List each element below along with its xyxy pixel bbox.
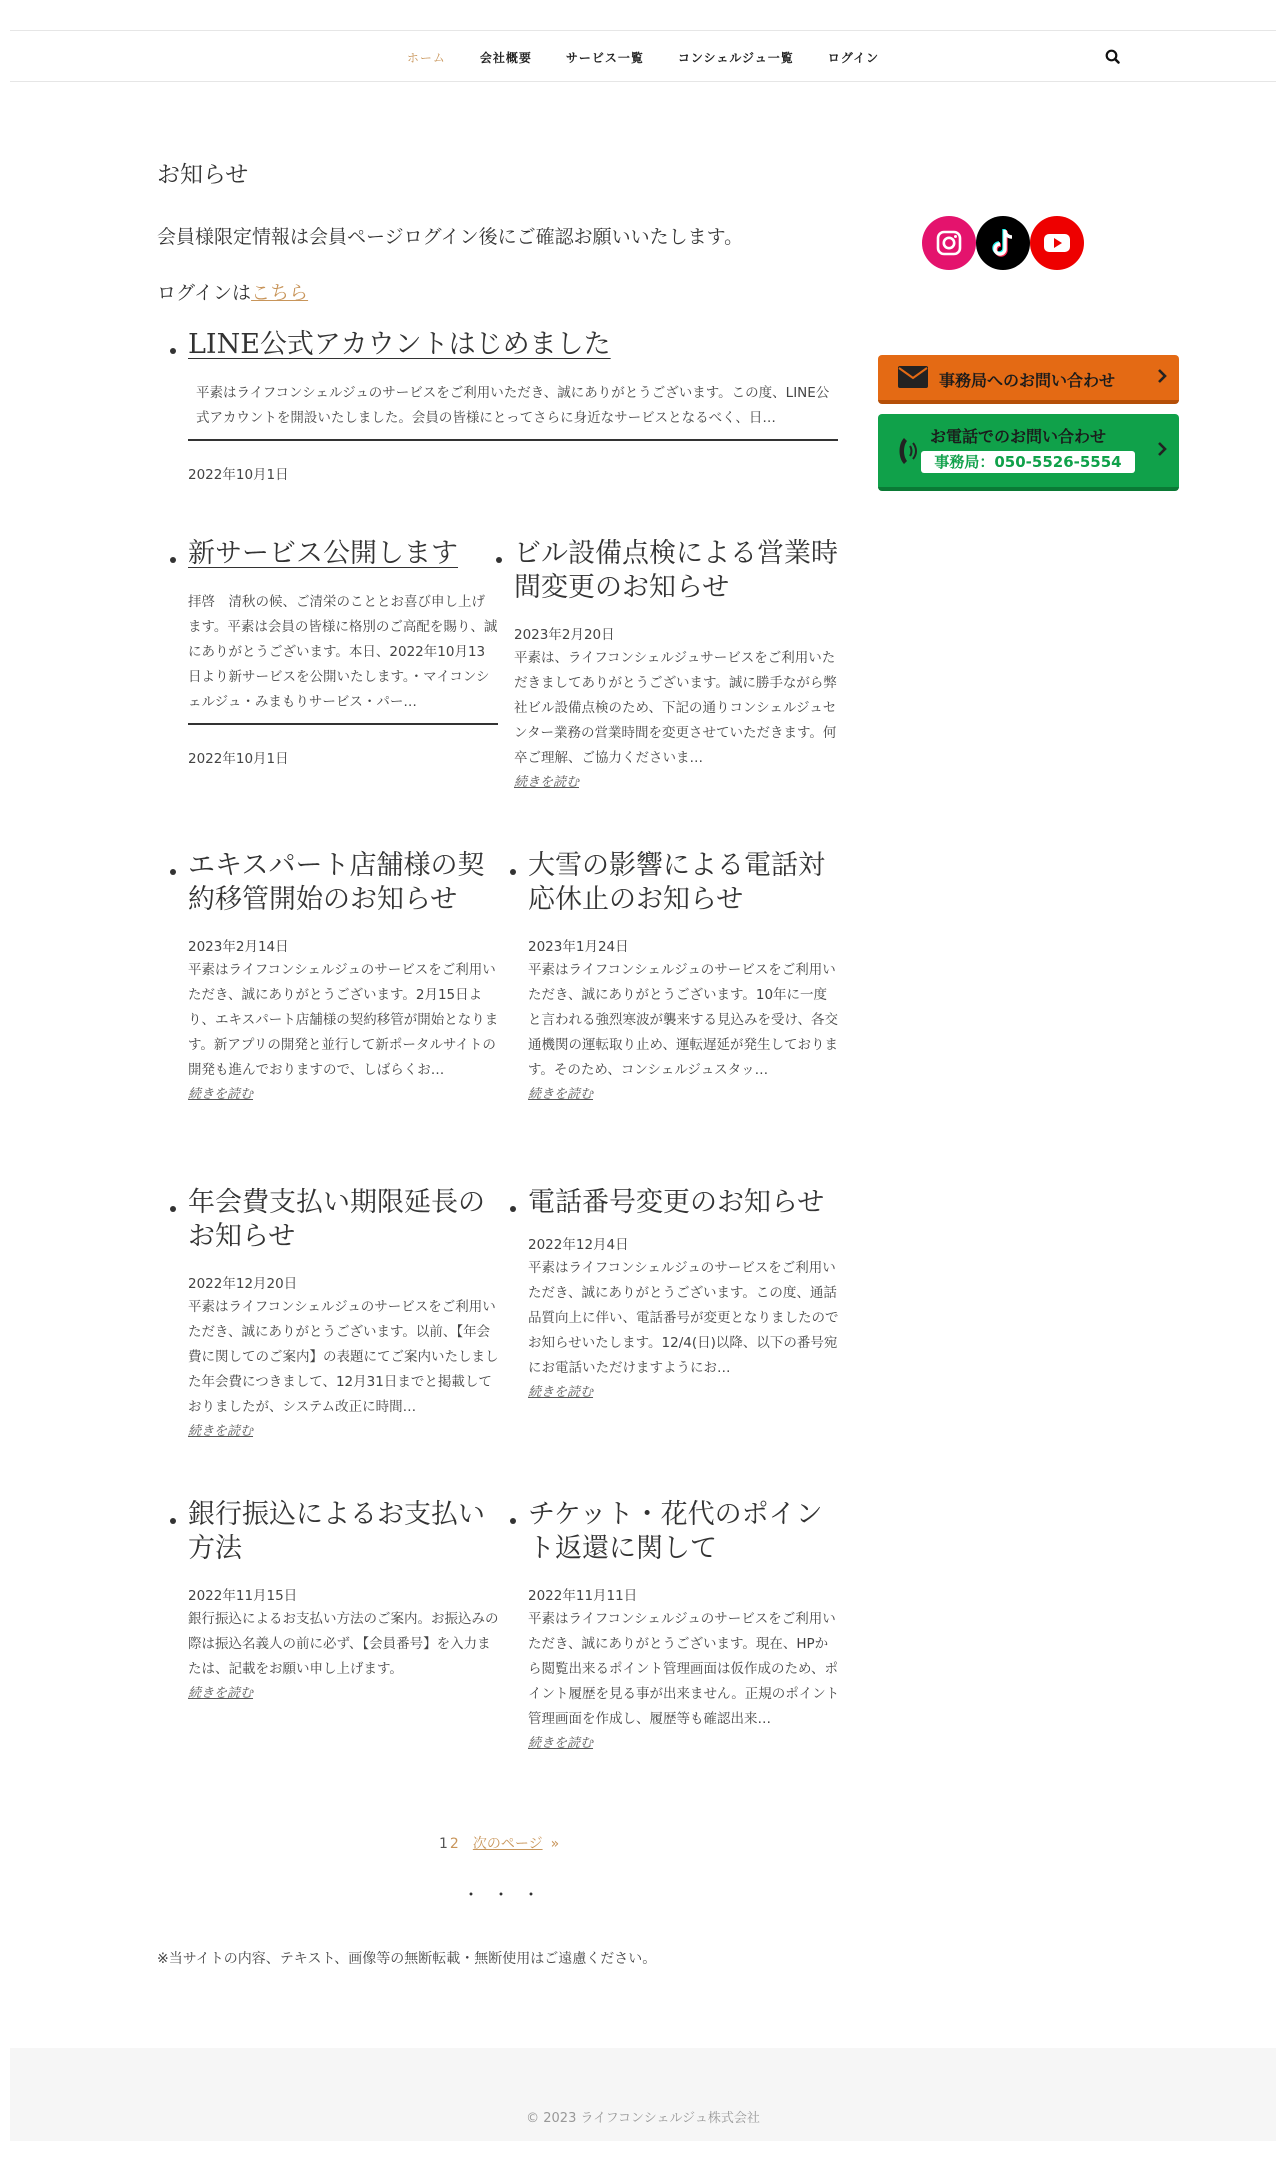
main-menu — [10, 31, 1276, 83]
post-date: 2022年12月20日 — [188, 1276, 298, 1292]
read-more-link[interactable]: 続きを読む — [528, 1736, 594, 1751]
list-bullet — [170, 557, 176, 563]
instagram-icon[interactable] — [922, 216, 976, 270]
post-item — [188, 328, 838, 483]
post-date: 2022年11月11日 — [528, 1588, 638, 1604]
post-excerpt: 平素はライフコンシェルジュのサービスをご利用いただき、誠にありがとうございます。以前、【年会費に関してのご案内】の表題にてご案内いたしました年会費につきまして、12月31日までと掲載しておりましたが、システム改正に時間… — [188, 1299, 499, 1415]
next-page-link[interactable]: 次のページ — [472, 1836, 543, 1852]
login-link[interactable]: こちら — [251, 282, 309, 304]
page-title: お知らせ — [157, 162, 249, 188]
list-bullet — [510, 869, 516, 875]
page-2-link[interactable]: 2 — [449, 1836, 459, 1852]
post-title[interactable]: エキスパート店舗様の契約移管開始のお知らせ — [188, 850, 485, 915]
post-item — [528, 1186, 840, 1400]
post-excerpt: 平素は、ライフコンシェルジュサービスをご利用いただきましてありがとうございます。誠に勝手ながら弊社ビル設備点検のため、下記の通りコンシェルジュセンター業務の営業時間を変更させていただきます。何卒ご理解、ご協力くださいま… — [514, 650, 837, 766]
read-more-link[interactable]: 続きを読む — [514, 775, 580, 790]
list-bullet — [496, 557, 502, 563]
post-date: 2022年12月4日 — [528, 1237, 629, 1253]
post-title[interactable]: LINE公式アカウントはじめました — [188, 329, 611, 360]
list-bullet — [170, 1206, 176, 1212]
post-title[interactable]: ビル設備点検による営業時間変更のお知らせ — [514, 538, 838, 603]
post-date: 2022年11月15日 — [188, 1588, 298, 1604]
post-item — [528, 1498, 840, 1751]
youtube-icon[interactable] — [1030, 216, 1084, 270]
post-excerpt: 平素はライフコンシェルジュのサービスをご利用いただき、誠にありがとうございます。2月15日より、エキスパート店舗様の契約移管が開始となります。新アプリの開発と並行して新ポータルサイトの開発も進んでおりますので、しばらくお… — [188, 962, 499, 1078]
separator-dots: ・・・ — [463, 1885, 554, 1904]
post-item — [188, 537, 498, 767]
phone-button-label: お電話でのお問い合わせ — [930, 427, 1107, 446]
copyright-notice: ※当サイトの内容、テキスト、画像等の無断転載・無断使用はご遠慮ください。 — [157, 1951, 657, 1967]
top-navigation — [10, 30, 1276, 82]
chevron-right-icon — [1157, 441, 1167, 461]
list-bullet — [510, 1206, 516, 1212]
intro-text: 会員様限定情報は会員ページログイン後にご確認お願いいたします。 — [157, 226, 744, 248]
contact-phone-button[interactable] — [878, 414, 1179, 491]
login-line — [157, 278, 308, 305]
nav-item-home[interactable]: ホーム — [406, 50, 446, 65]
search-icon[interactable] — [1102, 46, 1124, 68]
nav-item-login[interactable]: ログイン — [827, 50, 880, 65]
post-title[interactable]: 大雪の影響による電話対応休止のお知らせ — [528, 850, 825, 915]
read-more-link[interactable]: 続きを読む — [188, 1686, 254, 1701]
tiktok-icon[interactable] — [976, 216, 1030, 270]
post-excerpt: 銀行振込によるお支払い方法のご案内。お振込みの際は振込名義人の前に必ず、【会員番号】を入力または、記載をお願い申し上げます。 — [188, 1611, 499, 1677]
phone-number: 事務局：050-5526-5554 — [921, 451, 1135, 473]
post-item — [188, 1498, 500, 1701]
post-title[interactable]: チケット・花代のポイント返還に関して — [528, 1499, 823, 1564]
read-more-link[interactable]: 続きを読む — [528, 1087, 594, 1102]
contact-mail-button[interactable] — [878, 355, 1179, 404]
post-date: 2023年2月20日 — [514, 627, 615, 643]
post-title[interactable]: 年会費支払い期限延長のお知らせ — [188, 1187, 485, 1252]
site-footer — [10, 2048, 1276, 2141]
post-excerpt: 平素はライフコンシェルジュのサービスをご利用いただき、誠にありがとうございます。10年に一度と言われる強烈寒波が襲来する見込みを受け、各交通機関の運転取り止め、運転遅延が発生しております。そのため、コンシェルジュスタッ… — [528, 962, 838, 1078]
list-bullet — [170, 869, 176, 875]
read-more-link[interactable]: 続きを読む — [188, 1424, 254, 1439]
post-title[interactable]: 新サービス公開します — [188, 538, 458, 569]
read-more-link[interactable]: 続きを読む — [188, 1087, 254, 1102]
post-item — [514, 537, 840, 790]
post-excerpt: 平素はライフコンシェルジュのサービスをご利用いただき、誠にありがとうございます。現在、HPから閲覧出来るポイント管理画面は仮作成のため、ポイント履歴を見る事が出来ません。正規のポイント管理画面を作成し、履歴等も確認出来… — [528, 1611, 840, 1727]
nav-item-services[interactable]: サービス一覧 — [565, 50, 644, 65]
post-excerpt: 拝啓 清秋の候、ご清栄のこととお喜び申し上げます。平素は会員の皆様に格別のご高配を賜り、誠にありがとうございます。本日、2022年10月13日より新サービスを公開いたします。・マイコンシェルジュ・みまもりサービス・パー… — [188, 590, 498, 725]
nav-item-company[interactable]: 会社概要 — [479, 50, 532, 65]
post-date: 2022年10月1日 — [188, 751, 289, 767]
read-more-link[interactable]: 続きを読む — [528, 1385, 594, 1400]
post-date: 2023年1月24日 — [528, 939, 629, 955]
post-item — [188, 1186, 500, 1439]
nav-item-concierge[interactable]: コンシェルジュ一覧 — [677, 50, 794, 65]
login-prefix: ログインは — [157, 282, 252, 304]
post-date: 2022年10月1日 — [188, 467, 289, 483]
list-bullet — [510, 1518, 516, 1524]
post-excerpt: 平素はライフコンシェルジュのサービスをご利用いただき、誠にありがとうございます。この度、LINE公式アカウントを開設いたしました。会員の皆様にとってさらに身近なサービスとなるべく、日… — [188, 381, 838, 441]
chevron-right-icon — [1157, 368, 1167, 388]
mail-button-label: 事務局へのお問い合わせ — [939, 371, 1116, 390]
post-date: 2023年2月14日 — [188, 939, 289, 955]
post-item — [528, 849, 840, 1102]
post-item — [188, 849, 500, 1102]
phone-icon — [896, 434, 920, 472]
list-bullet — [170, 1518, 176, 1524]
footer-copyright: © 2023 ライフコンシェルジュ株式会社 — [526, 2111, 760, 2126]
post-title[interactable]: 電話番号変更のお知らせ — [528, 1187, 825, 1218]
pagination — [439, 1833, 559, 1853]
page-current: 1 — [439, 1836, 448, 1852]
next-arrow[interactable]: » — [550, 1836, 560, 1852]
list-bullet — [170, 348, 176, 354]
post-excerpt: 平素はライフコンシェルジュのサービスをご利用いただき、誠にありがとうございます。この度、通話品質向上に伴い、電話番号が変更となりましたのでお知らせいたします。12/4(日)以降、以下の番号宛にお電話いただけますようにお… — [528, 1260, 839, 1376]
mail-icon — [898, 366, 928, 392]
post-title[interactable]: 銀行振込によるお支払い方法 — [188, 1499, 485, 1564]
